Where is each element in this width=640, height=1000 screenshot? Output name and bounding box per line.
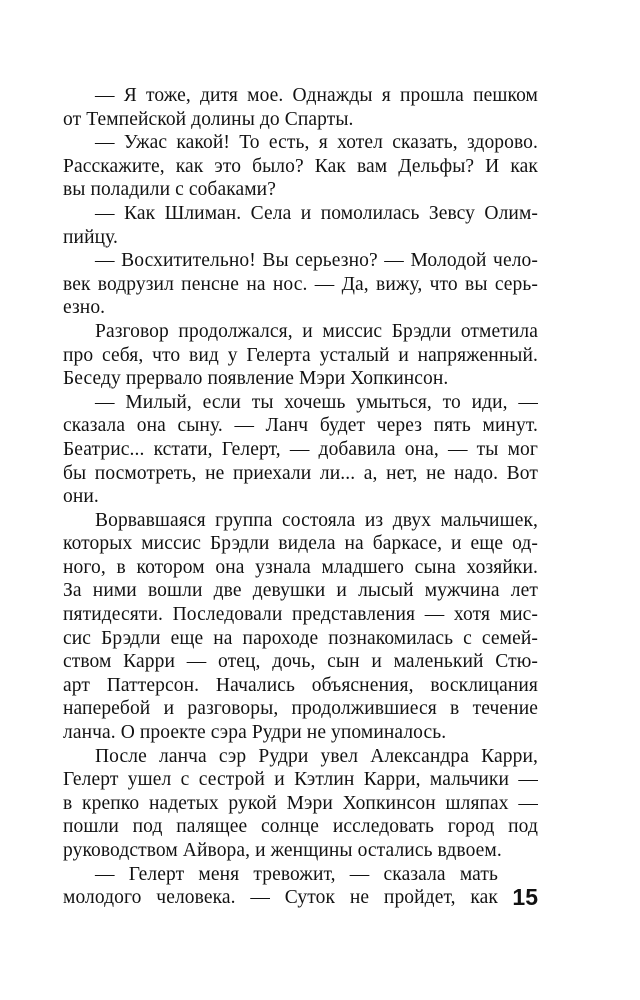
- text-line: После ланча сэр Рудри увел Александра Карри,: [95, 745, 538, 767]
- text-line: в крепко надетых рукой Мэри Хопкинсон шляпах —: [63, 792, 538, 814]
- paragraph: [63, 131, 538, 202]
- text-line: — Гелерт меня тревожит, — сказала мать: [95, 863, 498, 885]
- text-line: сказала она сыну. — Ланч будет через пять минут.: [63, 415, 538, 437]
- text-line: — Восхитительно! Вы серьезно? — Молодой чело-: [95, 250, 538, 272]
- text-line: пятидесяти. Последовали представления — хотя мис-: [63, 604, 538, 626]
- text-line: руководством Айвора, и женщины остались вдвоем.: [63, 840, 502, 861]
- text-line: Беатрис... кстати, Гелерт, — добавила она, — ты мог: [63, 438, 538, 460]
- text-line: Расскажите, как это было? Как вам Дельфы? И как: [63, 155, 538, 177]
- text-line: Разговор продолжался, и миссис Брэдли отметила: [95, 320, 538, 342]
- text-line: сис Брэдли еще на пароходе познакомилась с семей-: [63, 627, 538, 649]
- text-line: Гелерт ушел с сестрой и Кэтлин Карри, мальчики —: [63, 769, 538, 791]
- text-line: они.: [63, 486, 99, 508]
- text-line: которых миссис Брэдли видела на баркасе, и еще од-: [63, 533, 538, 555]
- text-line: бы посмотреть, не приехали ли... а, нет, не надо. Вот: [63, 462, 538, 484]
- text-line: молодого человека. — Суток не пройдет, как: [63, 887, 498, 909]
- text-line: За ними вошли две девушки и лысый мужчина лет: [63, 580, 538, 602]
- text-line: пошли под палящее солнце исследовать город под: [63, 816, 538, 838]
- text-block: [63, 84, 538, 910]
- text-line: — Я тоже, дитя мое. Однажды я прошла пешком: [95, 85, 538, 106]
- text-line: век водрузил пенсне на нос. — Да, вижу, что вы серь-: [63, 273, 538, 295]
- text-line: Ворвавшаяся группа состояла из двух мальчишек,: [95, 509, 538, 531]
- text-line: езно.: [63, 297, 106, 319]
- paragraph: [63, 745, 538, 863]
- text-line: Беседу прервало появление Мэри Хопкинсон.: [63, 368, 449, 390]
- text-line: — Ужас какой! То есть, я хотел сказать, здорово.: [95, 132, 538, 154]
- text-line: пийцу.: [63, 226, 119, 248]
- text-line: — Как Шлиман. Села и помолилась Зевсу Олим-: [95, 202, 538, 224]
- text-line: наперебой и разговоры, продолжившиеся в течение: [63, 698, 538, 720]
- paragraph: [63, 84, 538, 131]
- page-number: 15: [512, 884, 538, 910]
- text-line: от Темпейской долины до Спарты.: [63, 108, 354, 130]
- paragraph: [63, 320, 538, 391]
- paragraph: [63, 509, 538, 745]
- paragraph: [63, 202, 538, 249]
- paragraph: [63, 391, 538, 509]
- paragraph: [63, 863, 498, 910]
- paragraph: [63, 249, 538, 320]
- text-line: вы поладили с собаками?: [63, 179, 276, 201]
- text-line: ством Карри — отец, дочь, сын и маленький Стю-: [63, 651, 538, 673]
- text-line: — Милый, если ты хочешь умыться, то иди, —: [95, 391, 538, 413]
- text-line: про себя, что вид у Гелерта усталый и напряженный.: [63, 344, 538, 366]
- text-line: ланча. О проекте сэра Рудри не упоминалось.: [63, 722, 447, 744]
- text-line: ного, в котором она узнала младшего сына хозяйки.: [63, 556, 538, 578]
- text-line: арт Паттерсон. Начались объяснения, восклицания: [63, 674, 538, 696]
